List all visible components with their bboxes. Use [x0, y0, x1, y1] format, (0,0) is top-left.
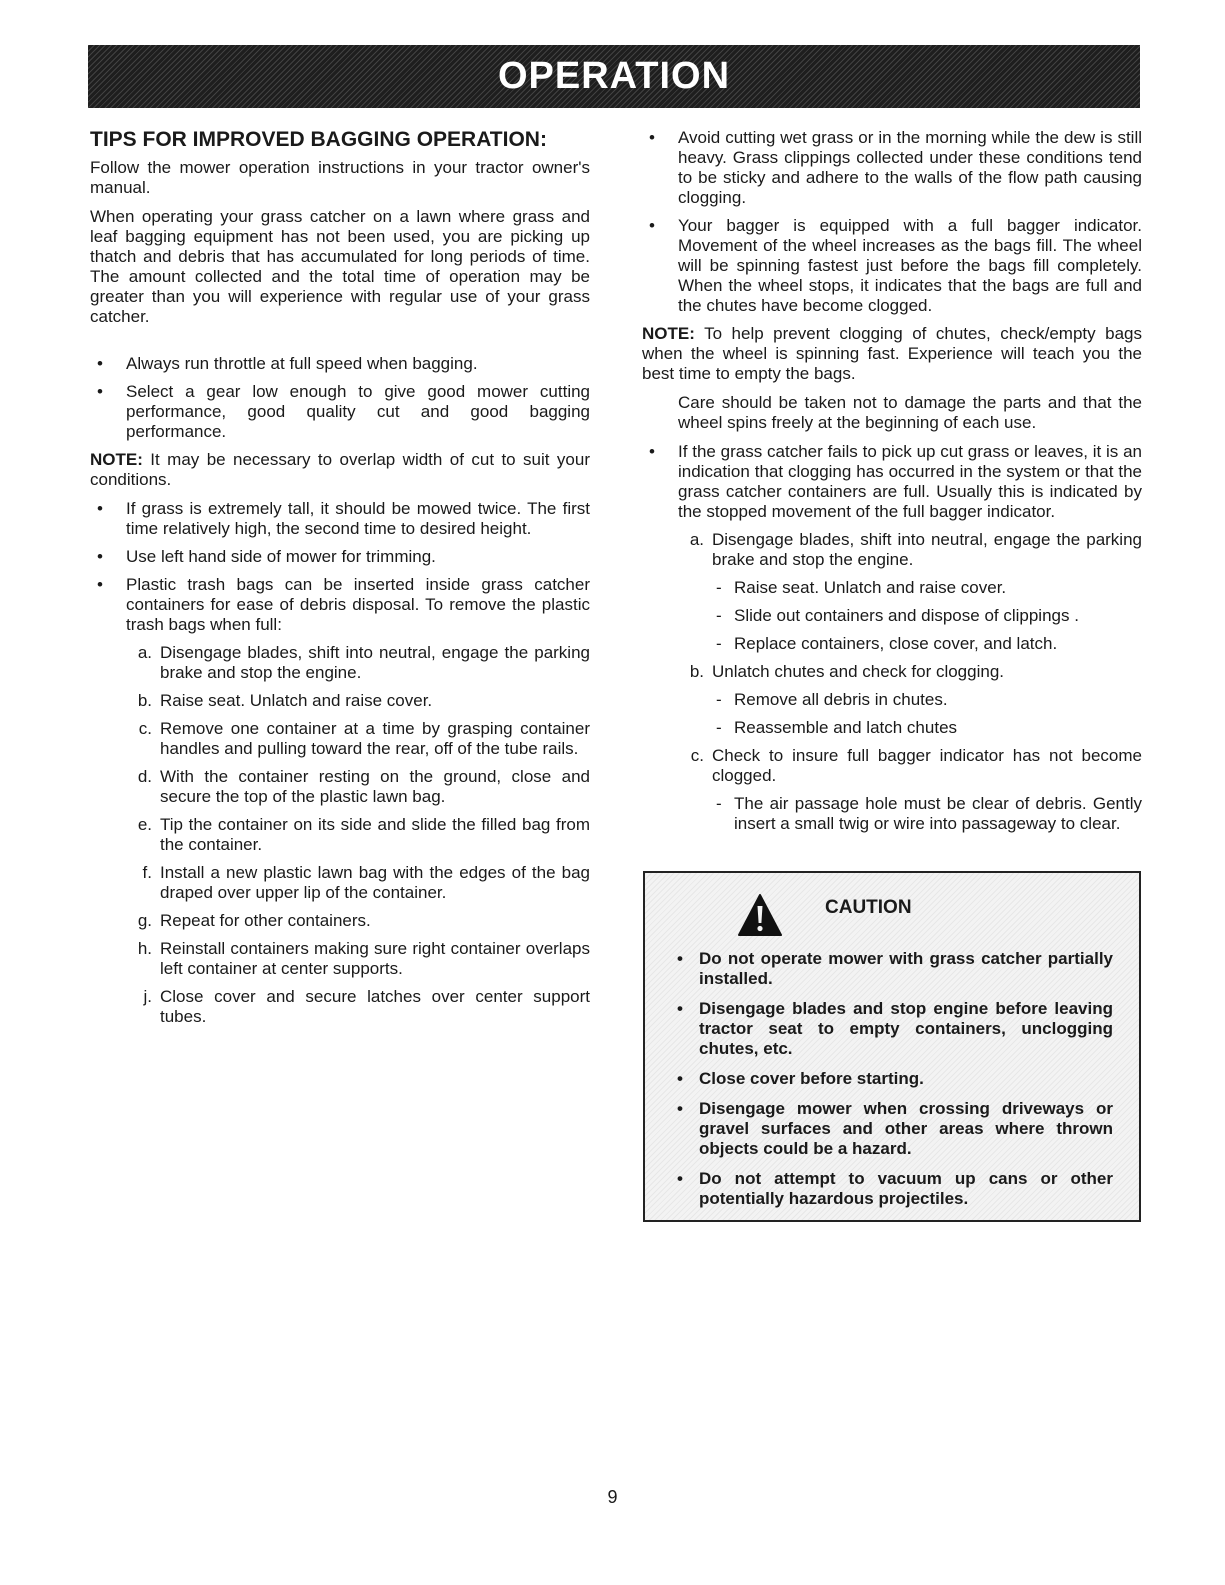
step-item: g. Repeat for other containers.: [137, 911, 371, 930]
dash-icon: -: [716, 690, 722, 709]
bullet-icon: •: [97, 547, 103, 566]
bullet-icon: •: [97, 382, 103, 401]
step-item: c. Remove one container at a time by grasping container handles and pulling toward the rear, off of the tube rails.: [138, 719, 590, 758]
left-column: [90, 128, 590, 1035]
list-item: • If grass is extremely tall, it should be mowed twice. The first time relatively high, the second time to desired height.: [90, 499, 590, 539]
sub-step-item: - Remove all debris in chutes.: [716, 690, 948, 709]
bullet-icon: •: [677, 949, 683, 968]
dash-icon: -: [716, 794, 722, 813]
note-paragraph: NOTE: To help prevent clogging of chutes, check/empty bags when the wheel is spinning fast. Experience will teach you the best time to empty the bags.: [642, 324, 1142, 383]
bullet-icon: •: [97, 354, 103, 373]
intro-paragraph: Follow the mower operation instructions in your tractor owner's manual.: [90, 158, 590, 197]
sub-step-item: - Raise seat. Unlatch and raise cover.: [716, 578, 1007, 597]
removal-steps: [126, 643, 590, 1027]
bullet-icon: •: [97, 499, 103, 518]
caution-list: [673, 949, 1113, 1219]
bullet-icon: •: [677, 999, 683, 1018]
right-column: [642, 128, 1142, 842]
dash-icon: -: [716, 606, 722, 625]
caution-item: • Do not attempt to vacuum up cans or other potentially hazardous projectiles.: [673, 1169, 1113, 1209]
caution-item: • Close cover before starting.: [673, 1069, 1113, 1089]
dash-icon: -: [716, 578, 722, 597]
care-paragraph: Care should be taken not to damage the parts and that the wheel spins freely at the beginning of each use.: [678, 393, 1142, 432]
step-item: a. Disengage blades, shift into neutral, engage the parking brake and stop the engine.: [137, 643, 590, 682]
sub-steps: [712, 578, 1142, 654]
caution-item: • Do not operate mower with grass catcher partially installed.: [673, 949, 1113, 989]
sub-steps: [712, 794, 1142, 834]
step-item: b. Unlatch chutes and check for clogging. - Remove all debris in chutes. - Reassemble and latch chutes: [678, 662, 1142, 738]
list-item: • Avoid cutting wet grass or in the morning while the dew is still heavy. Grass clippings collected under these conditions tend to be sticky and adhere to the walls of the flow path causing clogging.: [642, 128, 1142, 208]
bullet-icon: •: [677, 1099, 683, 1118]
sub-steps: [712, 690, 1142, 738]
caution-title: CAUTION: [825, 897, 912, 918]
list-item: • Your bagger is equipped with a full bagger indicator. Movement of the wheel increases as the bags fill. The wheel will be spinning fastest just before the bags fill completely. When the wheel stops, it indicates that the bags are full and the chutes have become clogged.: [642, 216, 1142, 316]
tips-list: [90, 499, 590, 1027]
bullet-icon: •: [677, 1069, 683, 1088]
caution-item: • Disengage mower when crossing driveways or gravel surfaces and other areas where thrown objects could be a hazard.: [673, 1099, 1113, 1159]
list-item: • Always run throttle at full speed when bagging.: [90, 354, 590, 374]
caution-item: • Disengage blades and stop engine before leaving tractor seat to empty containers, unclogging chutes, etc.: [673, 999, 1113, 1059]
step-item: e. Tip the container on its side and slide the filled bag from the container.: [137, 815, 590, 854]
list-item: • If the grass catcher fails to pick up cut grass or leaves, it is an indication that clogging has occurred in the system or that the grass catcher containers are full. Usually this is indicated by the stopped movement of the full bagger indicator. a. Disengage blades, shift into neutral, engage the parking brake and stop the engine. - Raise seat. Unlatch and raise cover. - Slide out containers and dispose of clippings . - Replace containers, close cover, and latch. b. Unlatch chutes and check for clogging. - Remove all debris in chutes. - Reassemble and latch chutes c. Check to insure full bagger indicator has not become clogged. - The air passage hole must be clear of debris. Gently insert a small twig or wire into passageway to clear.: [642, 442, 1142, 834]
tips-list: [90, 354, 590, 442]
bullet-icon: •: [97, 575, 103, 594]
step-item: b. Raise seat. Unlatch and raise cover.: [137, 691, 433, 710]
warning-triangle-icon: [737, 893, 783, 937]
tips-list: [642, 442, 1142, 834]
step-item: j. Close cover and secure latches over center support tubes.: [143, 987, 590, 1026]
dash-icon: -: [716, 634, 722, 653]
bullet-icon: •: [649, 128, 655, 147]
section-title: OPERATION: [497, 55, 731, 97]
bullet-icon: •: [649, 216, 655, 235]
section-banner: [88, 45, 1140, 108]
step-item: c. Check to insure full bagger indicator has not become clogged. - The air passage hole must be clear of debris. Gently insert a small twig or wire into passageway to clear.: [690, 746, 1142, 833]
list-item: • Use left hand side of mower for trimming.: [90, 547, 590, 567]
caution-header: [737, 893, 912, 937]
list-item: • Plastic trash bags can be inserted inside grass catcher containers for ease of debris disposal. To remove the plastic trash bags when full: a. Disengage blades, shift into neutral, engage the parking brake and stop the engine. b. Raise seat. Unlatch and raise cover. c. Remove one container at a time by grasping container handles and pulling toward the rear, off of the tube rails. d. With the container resting on the ground, close and secure the top of the plastic lawn bag. e. Tip the container on its side and slide the filled bag from the container. f. Install a new plastic lawn bag with the edges of the bag draped over upper lip of the container. g. Repeat for other containers. h. Reinstall containers making sure right container overlaps left container at center supports. j. Close cover and secure latches over center support tubes.: [90, 575, 590, 1027]
step-item: a. Disengage blades, shift into neutral, engage the parking brake and stop the engine. - Raise seat. Unlatch and raise cover. - Slide out containers and dispose of clippings . - Replace containers, close cover, and latch.: [689, 530, 1142, 653]
tips-heading: TIPS FOR IMPROVED BAGGING OPERATION:: [90, 128, 547, 151]
intro-paragraph: When operating your grass catcher on a lawn where grass and leaf bagging equipment has not been used, you are picking up thatch and debris that has accumulated for long periods of time. The amount collected and the total time of operation may be greater than you will experience with regular use of your grass catcher.: [90, 207, 590, 326]
sub-step-item: - The air passage hole must be clear of debris. Gently insert a small twig or wire into passageway to clear.: [716, 794, 1142, 833]
step-item: h. Reinstall containers making sure right container overlaps left container at center supports.: [137, 939, 590, 978]
tips-list: [642, 128, 1142, 316]
note-label: NOTE:: [90, 450, 143, 469]
note-label: NOTE:: [642, 324, 695, 343]
step-item: d. With the container resting on the ground, close and secure the top of the plastic lawn bag.: [137, 767, 590, 806]
caution-box: [643, 871, 1141, 1222]
step-item: f. Install a new plastic lawn bag with the edges of the bag draped over upper lip of the container.: [142, 863, 590, 902]
bullet-icon: •: [649, 442, 655, 461]
list-item: • Select a gear low enough to give good mower cutting performance, good quality cut and good bagging performance.: [90, 382, 590, 442]
sub-step-item: - Reassemble and latch chutes: [716, 718, 958, 737]
sub-step-item: - Replace containers, close cover, and latch.: [716, 634, 1058, 653]
sub-step-item: - Slide out containers and dispose of clippings .: [716, 606, 1079, 625]
note-paragraph: NOTE: It may be necessary to overlap width of cut to suit your conditions.: [90, 450, 590, 489]
bullet-icon: •: [677, 1169, 683, 1188]
page-number: 9: [607, 1487, 618, 1507]
dash-icon: -: [716, 718, 722, 737]
unclog-steps: [678, 530, 1142, 834]
